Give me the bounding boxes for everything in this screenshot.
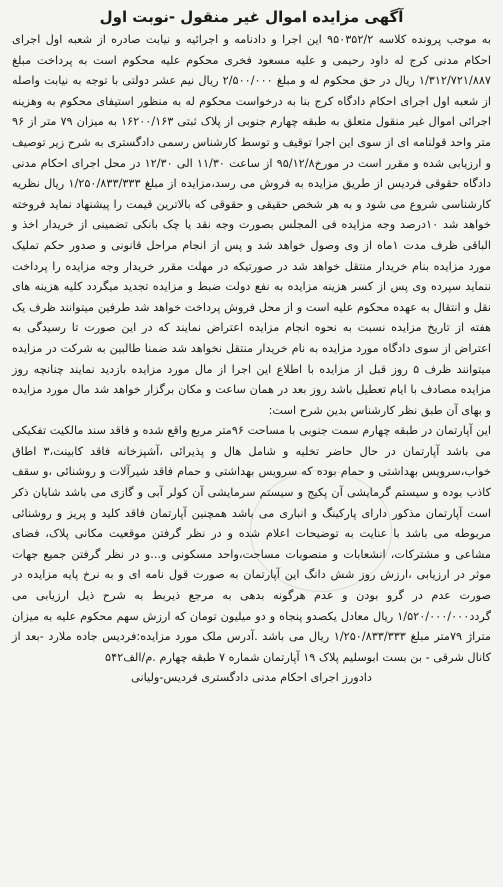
notice-title: آگهی مزایده اموال غیر منقول -نوبت اول [99, 8, 404, 26]
notice-signature: دادورز اجرای احکام مدنی دادگستری فردیس-ولیانی [131, 671, 372, 685]
notice-body-paragraph: به موجب پرونده کلاسه ۹۵۰۳۵۲/۲ این اجرا و دادنامه و اجرائیه و نیابت صادره از شعبه اول اجرای احکام مدنی کرج له داود رحیمی و علیه مسعود فخری محکوم علیه محکوم است به پرداخت مبلغ ۱/۳۱۲/۷۲۱/۸۸۷ ریال در حق محکوم له و مبلغ ۲/۵۰۰/۰۰۰ ریال نیم عشر دولتی با توجه به نیابت واصله از شعبه اول اجرای احکام دادگاه کرج بنا به درخواست محکوم له به منظور استیفای محکوم به وهزینه اجرائی اموال غیر منقول متعلق به طبقه چهارم جنوبی از پلاک ثبتی ۱۶۲۰۰/۱۶۳ به میزان ۷۹ متر از ۹۶ متر واحد قولنامه ای از سوی این اجرا توقیف و توسط کارشناس رسمی دادگستری به شرح زیر توصیف و ارزیابی شده و مقرر است در مورخ۹۵/۱۲/۸ از ساعت ۱۱/۳۰ الی ۱۲/۳۰ در محل اجرای احکام مدنی دادگاه حقوقی فردیس از طریق مزایده به فروش می رسد،مزایده از مبلغ ۱/۲۵۰/۸۳۳/۳۳۳ ریال نظریه کارشناسی شروع می شود و به هر شخص حقیقی و حقوقی که بالاترین قیمت را پیشنهاد نماید فروخته خواهد شد ۱۰درصد وجه مزایده فی المجلس بصورت وجه نقد یا چک بانکی تضمینی از خریدار اخذ و الباقی ظرف مدت ۱ماه از وی وصول خواهد شد و پس از انجام مراحل قانونی و صدور حکم تملیک مورد مزایده بنام خریدار منتقل خواهد شد در صورتیکه در مهلت مقرر خریدار وجه مزایده را پرداخت ننماید سپرده وی پس از کسر هزینه مزایده به نفع دولت ضبط و مزایده تجدید میگردد کلیه هزینه های نقل و انتقال به عهده محکوم علیه است و از محل فروش پرداخت خواهد شد طرفین میتوانند ظرف یک هفته از تاریخ مزایده نسبت به نحوه انجام مزایده اعتراض نمایند که در این صورت تا رسیدگی به اعتراض از سوی دادگاه مورد مزایده به نام خریدار منتقل نخواهد شد ضمنا طالبین به شرکت در مزایده میتوانند ظرف ۵ روز قبل از مزایده با اطلاع این اجرا از مال مورد مزایده بازدید نمایند چنانچه روز مزایده مصادف با ایام تعطیل باشد روز بعد در همان ساعت و مکان برگزار خواهد شد مال مورد مزایده و بهای آن طبق نظر کارشناس بدین شرح است: [12, 33, 492, 417]
property-description-paragraph: این آپارتمان در طبقه چهارم سمت جنوبی با مساحت ۹۶متر مربع واقع شده و فاقد سند مالکیت تفکیکی می باشد آپارتمان در حال حاضر تخلیه و شامل هال و پذیرائی ،آشپزخانه فاقد کابینت،۳ اطاق خواب،سرویس بهداشتی و حمام بوده که سرویس بهداشتی و حمام فاقد شیرآلات و روشنائی ،و سقف کاذب بوده و سیستم گرمایشی آن پکیج و سیستم سرمایشی آن کولر آبی و گازی می باشد شایان ذکر است آپارتمان مذکور دارای پارکینگ و انباری می باشد همچنین آپارتمان فاقد کلید و پریز و روشنائی مربوطه می باشد با عنایت به توضیحات اعلام شده و در نظر گرفتن موقعیت مکانی پلاک، فضای مشاعی و مشترکات، انشعابات و منصوبات مساحت،واحد مسکونی و...و در نظر گرفتن جمیع جهات موثر در ارزیابی ،ارزش روز شش دانگ این آپارتمان به صورت قول نامه ای و به نرخ پایه مزایده در صورت عدم در گرو بودن و عدم هرگونه بدهی به مرجع ذیربط به شرح ذیل ارزیابی می گردد۱/۵۲۰/۰۰۰/۰۰۰ ریال معادل یکصدو پنجاه و دو میلیون تومان که ارزش سهم محکوم علیه به میزان متراژ ۷۹متر مبلغ ۱/۲۵۰/۸۳۳/۳۳۳ ریال می باشد .آدرس ملک مورد مزایده:فردیس جاده ملارد -بعد از کانال شرقی - بن بست ابوسلیم پلاک ۱۹ آپارتمان شماره ۷ طبقه چهارم .م/الف۵۴۲ [12, 424, 491, 664]
